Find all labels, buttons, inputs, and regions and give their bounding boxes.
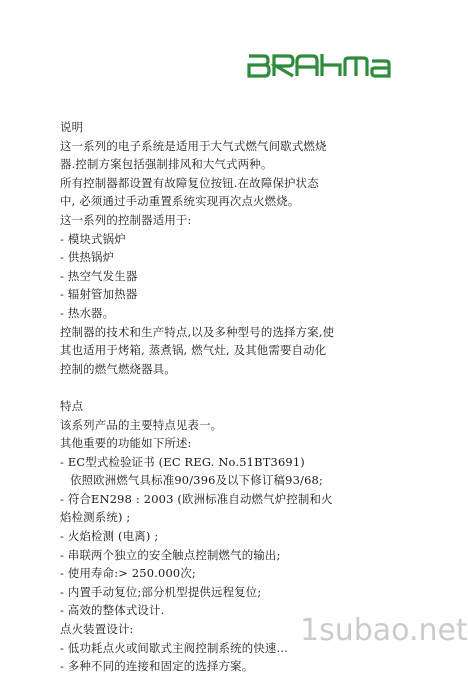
application-list-item: - 模块式锅炉 [60,231,126,246]
features-heading: 特点 [60,398,84,413]
intro-line: 所有控制器都设置有故障复位按钮.在故障保护状态 [60,175,319,190]
document-body [60,118,390,676]
application-list-item: - 热空气发生器 [60,268,138,283]
application-list-item: - 辐射管加热器 [60,287,138,302]
feature-list-item: - 多种不同的连接和固定的选择方案。 [60,659,254,674]
section-gap [60,378,390,397]
features-line: 该系列产品的主要特点见表一。 [60,417,223,432]
intro-line: 控制器的技术和生产特点,以及多种型号的选择方案,使 [60,324,335,339]
feature-list-item: - 符合EN298 : 2003 (欧洲标准自动燃气炉控制和火 [60,491,333,506]
feature-list-item: - 火焰检测 (电离) ; [60,529,159,544]
intro-heading: 说明 [60,120,84,134]
intro-line: 其也适用于烤箱, 蒸煮锅, 燃气灶, 及其他需要自动化 [60,343,327,358]
ignition-heading: 点火装置设计: [60,622,134,637]
feature-list-continuation: 依照欧洲燃气具标准90/396及以下修订稿93/68; [70,473,323,488]
intro-line: 这一系列的控制器适用于: [60,212,192,227]
intro-line: 中, 必须通过手动重置系统实现再次点火燃烧。 [60,194,300,209]
watermark: 1subao.net [300,613,468,648]
features-line: 其他重要的功能如下所述: [60,436,192,451]
intro-line: 这一系列的电子系统是适用于大气式燃气间歇式燃烧 [60,138,327,153]
intro-line: 器.控制方案包括强制排风和大气式两种。 [60,157,273,172]
brahma-logo [246,52,392,80]
application-list-item: - 热水器。 [60,305,115,320]
feature-list-item: - 高效的整体式设计. [60,603,165,618]
feature-list-item: - 串联两个独立的安全触点控制燃气的输出; [60,547,281,562]
feature-list-item: - EC型式检验证书 (EC REG. No.51BT3691) [60,454,305,469]
feature-list-item: - 内置手动复位;部分机型提供远程复位; [60,584,262,599]
intro-line: 控制的燃气燃烧器具。 [60,361,176,376]
feature-list-item: - 低功耗点火或间歇式主阀控制系统的快速… [60,640,289,655]
feature-list-continuation: 焰检测系统) ; [60,510,131,525]
feature-list-item: - 使用寿命:> 250.000次; [60,566,196,581]
application-list-item: - 供热锅炉 [60,250,115,265]
